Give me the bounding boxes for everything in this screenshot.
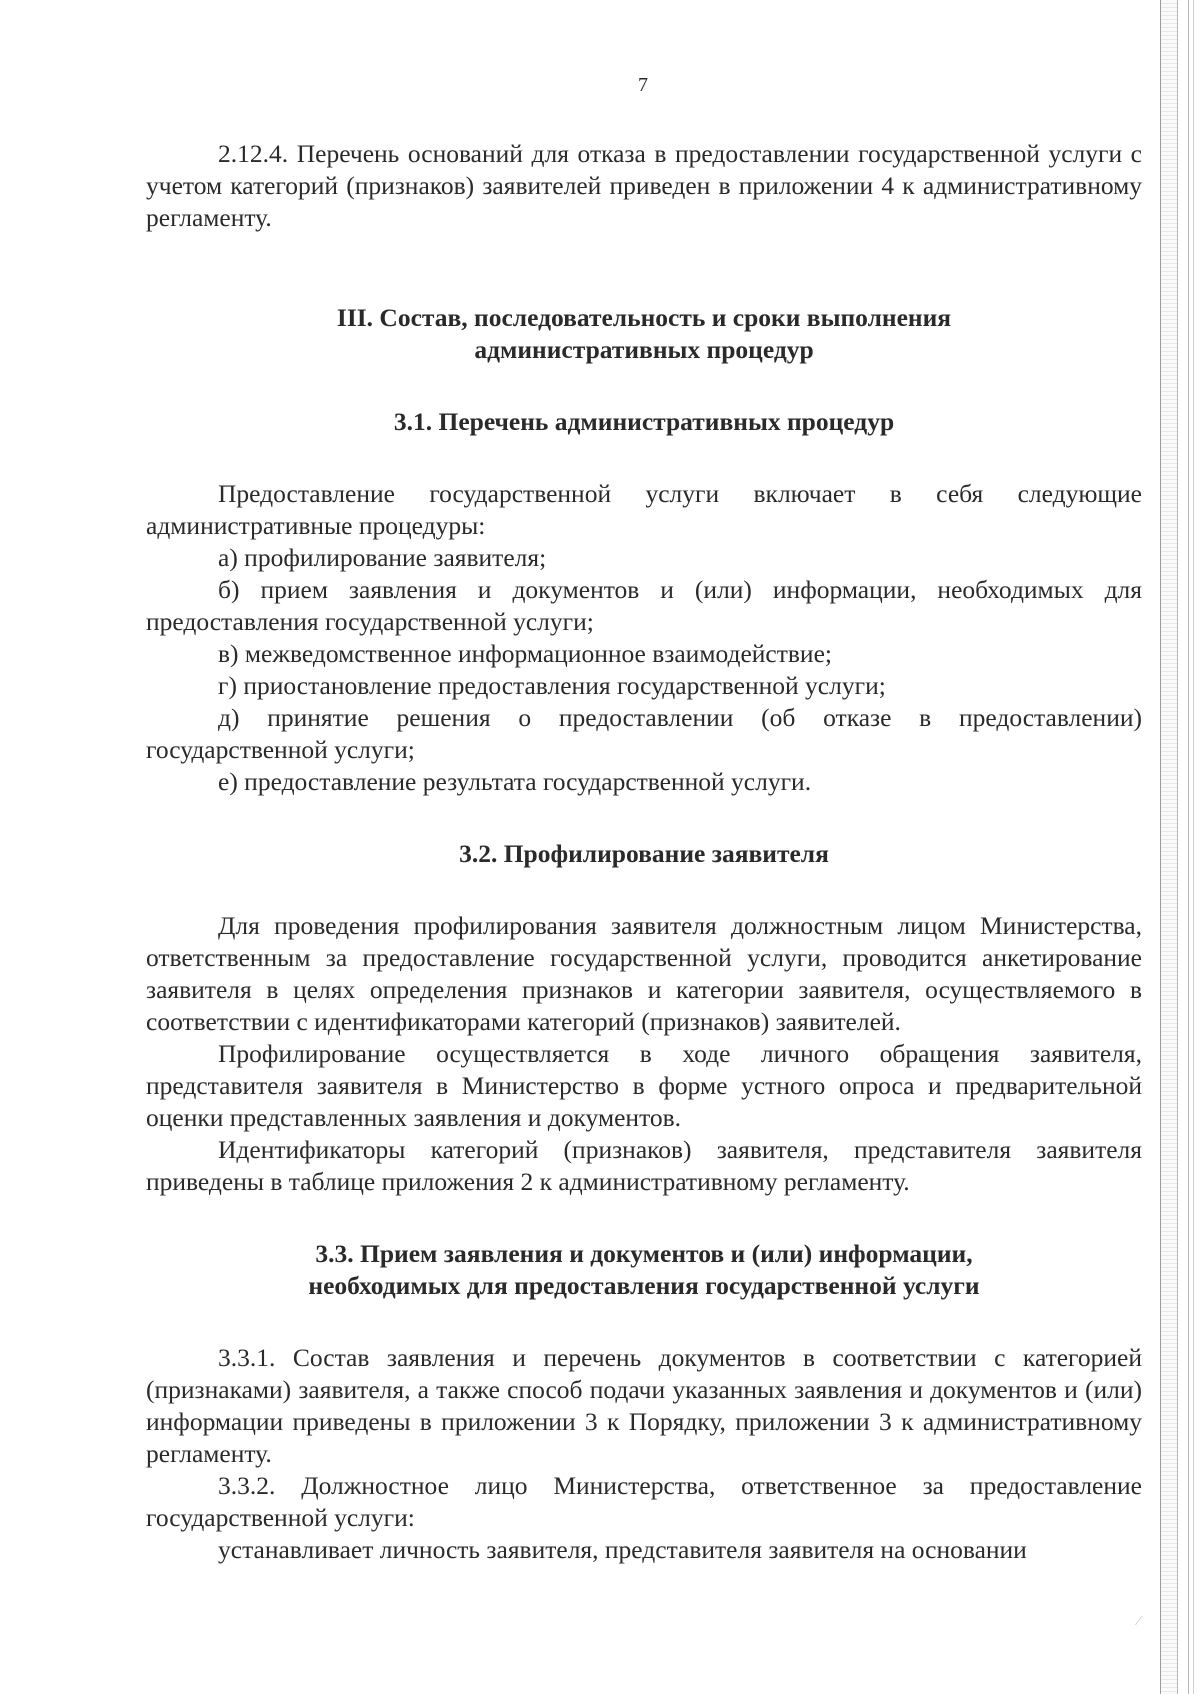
procedure-item-g: г) приостановление предоставления государственной услуги; bbox=[218, 671, 886, 700]
page-binding-edge-outer bbox=[1188, 0, 1194, 1694]
paragraph-2-12-4: 2.12.4. Перечень оснований для отказа в предоставлении государственной услуги с учетом категорий (признаков) заявителей приведен в приложении 4 к административному регламенту. bbox=[146, 139, 1142, 232]
subsection-3-3-title-line-2: необходимых для предоставления государственной услуги bbox=[308, 1271, 980, 1300]
section-3-title bbox=[146, 302, 1142, 366]
subsection-3-3-title bbox=[146, 1238, 1142, 1302]
procedure-item-b: б) прием заявления и документов и (или) информации, необходимых для предоставления государственной услуги; bbox=[146, 575, 1142, 636]
subsection-3-3-title-line-1: 3.3. Прием заявления и документов и (или) информации, bbox=[315, 1239, 973, 1268]
subsection-3-2-title: 3.2. Профилирование заявителя bbox=[459, 839, 829, 868]
page-number: 7 bbox=[638, 74, 648, 96]
subsection-3-2-paragraph-2: Профилирование осуществляется в ходе личного обращения заявителя, представителя заявителя в Министерство в форме устного опроса и предварительной оценки представленных заявления и документов. bbox=[146, 1039, 1142, 1132]
section-3-title-line-1: III. Состав, последовательность и сроки выполнения bbox=[336, 303, 952, 332]
scan-mark: ⁄ bbox=[1137, 1614, 1140, 1629]
page-binding-edge bbox=[1160, 0, 1178, 1694]
procedure-item-v: в) межведомственное информационное взаимодействие; bbox=[218, 639, 832, 668]
subsection-3-3-paragraph-1: 3.3.1. Состав заявления и перечень документов в соответствии с категорией (признаками) заявителя, а также способ подачи указанных заявления и документов и (или) информации приведены в приложении 3 к Порядку, приложении 3 к административному регламенту. bbox=[146, 1343, 1142, 1468]
document-body bbox=[146, 138, 1142, 1566]
procedure-item-e: е) предоставление результата государственной услуги. bbox=[218, 767, 812, 796]
subsection-3-2-paragraph-1: Для проведения профилирования заявителя должностным лицом Министерства, ответственным за предоставление государственной услуги, проводится анкетирование заявителя в целях определения признаков и категории заявителя, осуществляемого в соответствии с идентификаторами категорий (признаков) заявителей. bbox=[146, 911, 1142, 1036]
subsection-3-3-paragraph-2: 3.3.2. Должностное лицо Министерства, ответственное за предоставление государственной услуги: bbox=[146, 1471, 1142, 1532]
subsection-3-3-paragraph-3: устанавливает личность заявителя, представителя заявителя на основании bbox=[218, 1535, 1027, 1564]
subsection-3-1-intro: Предоставление государственной услуги включает в себя следующие административные процедуры: bbox=[146, 479, 1142, 540]
procedure-item-d: д) принятие решения о предоставлении (об отказе в предоставлении) государственной услуги; bbox=[146, 703, 1142, 764]
section-3-title-line-2: административных процедур bbox=[474, 335, 814, 364]
subsection-3-2-paragraph-3: Идентификаторы категорий (признаков) заявителя, представителя заявителя приведены в таблице приложения 2 к административному регламенту. bbox=[146, 1135, 1142, 1196]
subsection-3-1-title: 3.1. Перечень административных процедур bbox=[393, 407, 895, 436]
procedure-item-a: а) профилирование заявителя; bbox=[218, 543, 547, 572]
